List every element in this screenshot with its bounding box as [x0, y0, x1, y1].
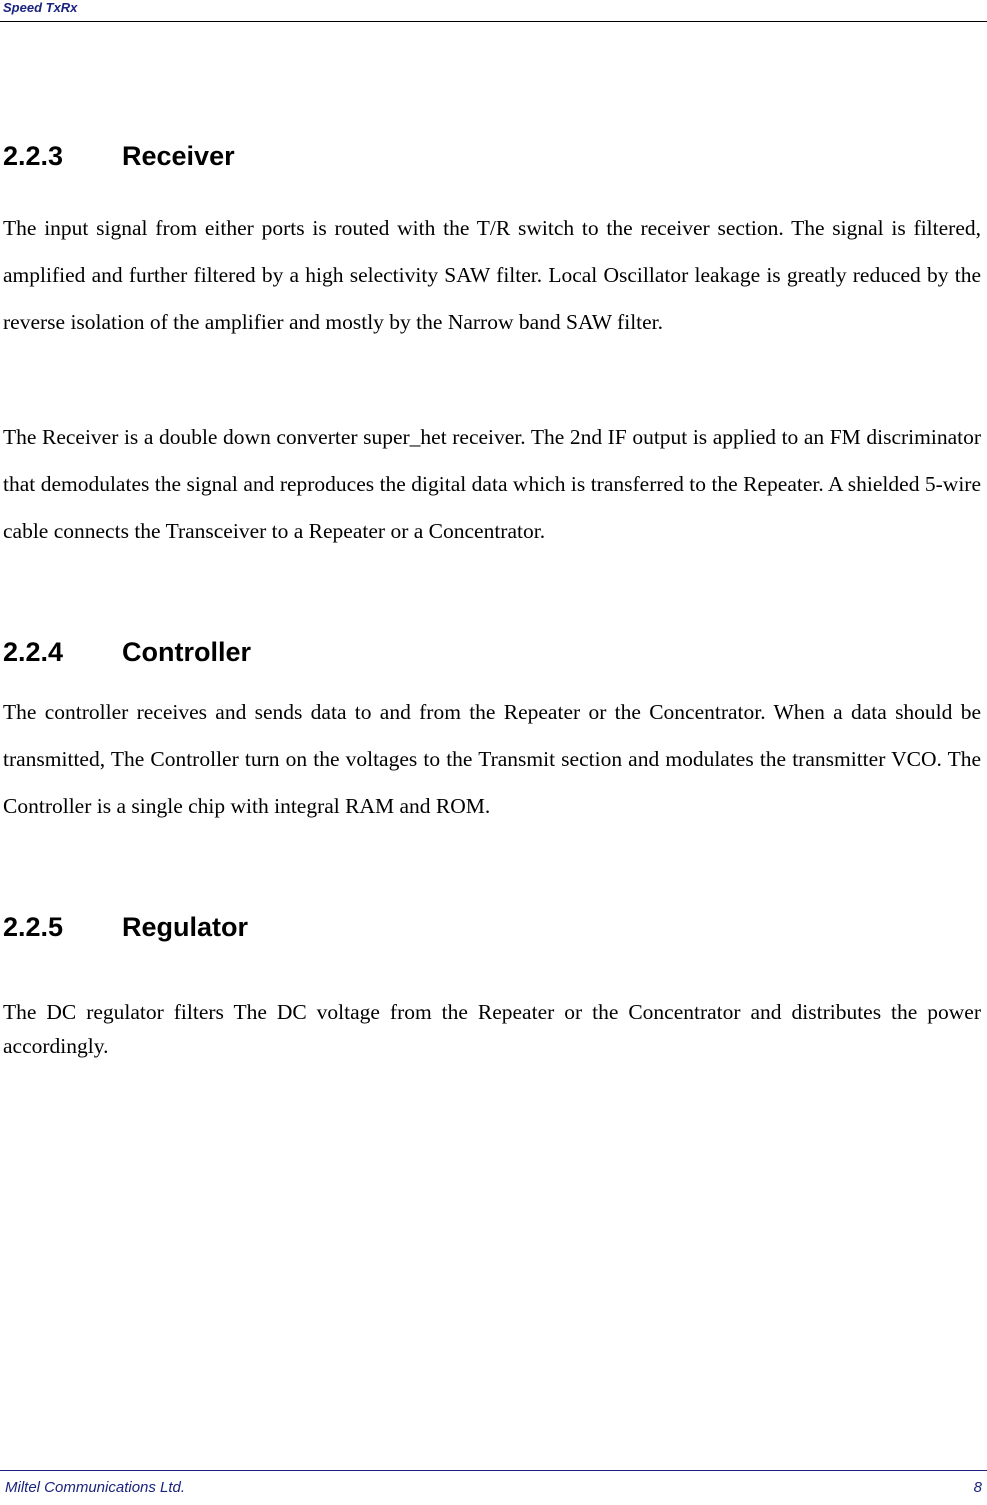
- footer-divider: [0, 1470, 987, 1471]
- footer-company-name: Miltel Communications Ltd.: [5, 1479, 186, 1496]
- section-heading-controller: [3, 636, 251, 668]
- document-title: Speed TxRx: [3, 0, 78, 15]
- section-number: 2.2.4: [3, 637, 64, 667]
- section-number: 2.2.3: [3, 141, 64, 171]
- section-title: Receiver: [122, 141, 235, 171]
- section-title: Controller: [122, 637, 252, 667]
- page-number: 8: [973, 1479, 982, 1496]
- paragraph-controller: The controller receives and sends data to and from the Repeater or the Concentrator. When a data should be transmitted, The Controller turn on the voltages to the Transmit section and modulates the transmitter VCO. The Controller is a single chip with integral RAM and ROM.: [3, 700, 981, 818]
- section-title: Regulator: [122, 912, 249, 942]
- paragraph-receiver-1: The input signal from either ports is routed with the T/R switch to the receiver section. The signal is filtered, amplified and further filtered by a high selectivity SAW filter. Local Oscillator leakage is greatly reduced by the reverse isolation of the amplifier and mostly by the Narrow band SAW filter.: [3, 216, 981, 334]
- paragraph-receiver-2: The Receiver is a double down converter super_het receiver. The 2nd IF output is applied to an FM discriminator that demodulates the signal and reproduces the digital data which is transferred to the Repeater. A shielded 5-wire cable connects the Transceiver to a Repeater or a Concentrator.: [3, 425, 981, 543]
- header-divider: [0, 21, 987, 22]
- section-heading-receiver: [3, 140, 235, 172]
- paragraph-regulator: The DC regulator filters The DC voltage from the Repeater or the Concentrator and distributes the power accordingly.: [3, 1000, 981, 1058]
- section-heading-regulator: [3, 911, 248, 943]
- section-number: 2.2.5: [3, 912, 64, 942]
